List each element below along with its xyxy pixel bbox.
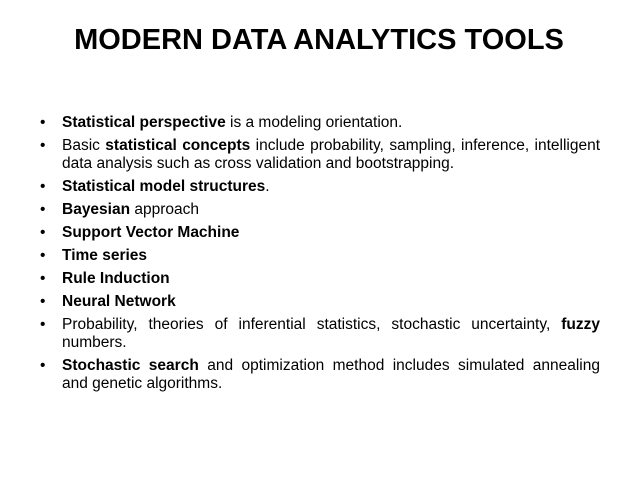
bullet-text-bold: Statistical perspective: [62, 114, 226, 131]
bullet-text-bold: Bayesian: [62, 201, 131, 218]
bullet-list: [40, 114, 600, 398]
bullet-text-bold: Time series: [62, 247, 148, 264]
bullet-text-bold: Support Vector Machine: [62, 224, 240, 241]
bullet-text: is a modeling orientation.: [225, 114, 403, 131]
bullet-dot-icon: •: [40, 270, 46, 287]
bullet-dot-icon: •: [40, 224, 46, 241]
bullet-text: .: [265, 178, 270, 195]
bullet-text-bold: fuzzy: [561, 316, 600, 333]
bullet-text-bold: Stochastic search: [62, 357, 199, 374]
bullet-text-bold: Neural Network: [62, 293, 176, 310]
slide-title: MODERN DATA ANALYTICS TOOLS: [74, 24, 564, 56]
bullet-item: [40, 270, 600, 288]
bullet-dot-icon: •: [40, 316, 46, 333]
bullet-item: [40, 137, 600, 173]
bullet-text-bold: Rule Induction: [62, 270, 170, 287]
bullet-dot-icon: •: [40, 201, 46, 218]
bullet-dot-icon: •: [40, 114, 46, 131]
bullet-dot-icon: •: [40, 357, 46, 374]
bullet-dot-icon: •: [40, 137, 46, 154]
bullet-text-bold: statistical concepts: [105, 137, 251, 154]
bullet-dot-icon: •: [40, 247, 46, 264]
bullet-text: Basic: [62, 137, 106, 154]
bullet-item: [40, 224, 600, 242]
bullet-dot-icon: •: [40, 178, 46, 195]
bullet-item: [40, 114, 600, 132]
bullet-text: and optimization method includes simulated annealing and genetic algorithms.: [62, 357, 600, 392]
bullet-text-bold: Statistical model structures: [62, 178, 266, 195]
bullet-dot-icon: •: [40, 293, 46, 310]
bullet-text: numbers.: [62, 334, 127, 351]
bullet-item: [40, 247, 600, 265]
bullet-item: [40, 316, 600, 352]
bullet-item: [40, 357, 600, 393]
bullet-text: Probability, theories of inferential statistics, stochastic uncertainty,: [62, 316, 562, 333]
bullet-item: [40, 201, 600, 219]
bullet-item: [40, 178, 600, 196]
bullet-text: include probability, sampling, inference, intelligent data analysis such as cross validation and bootstrapping.: [62, 137, 601, 172]
bullet-item: [40, 293, 600, 311]
bullet-text: approach: [130, 201, 200, 218]
